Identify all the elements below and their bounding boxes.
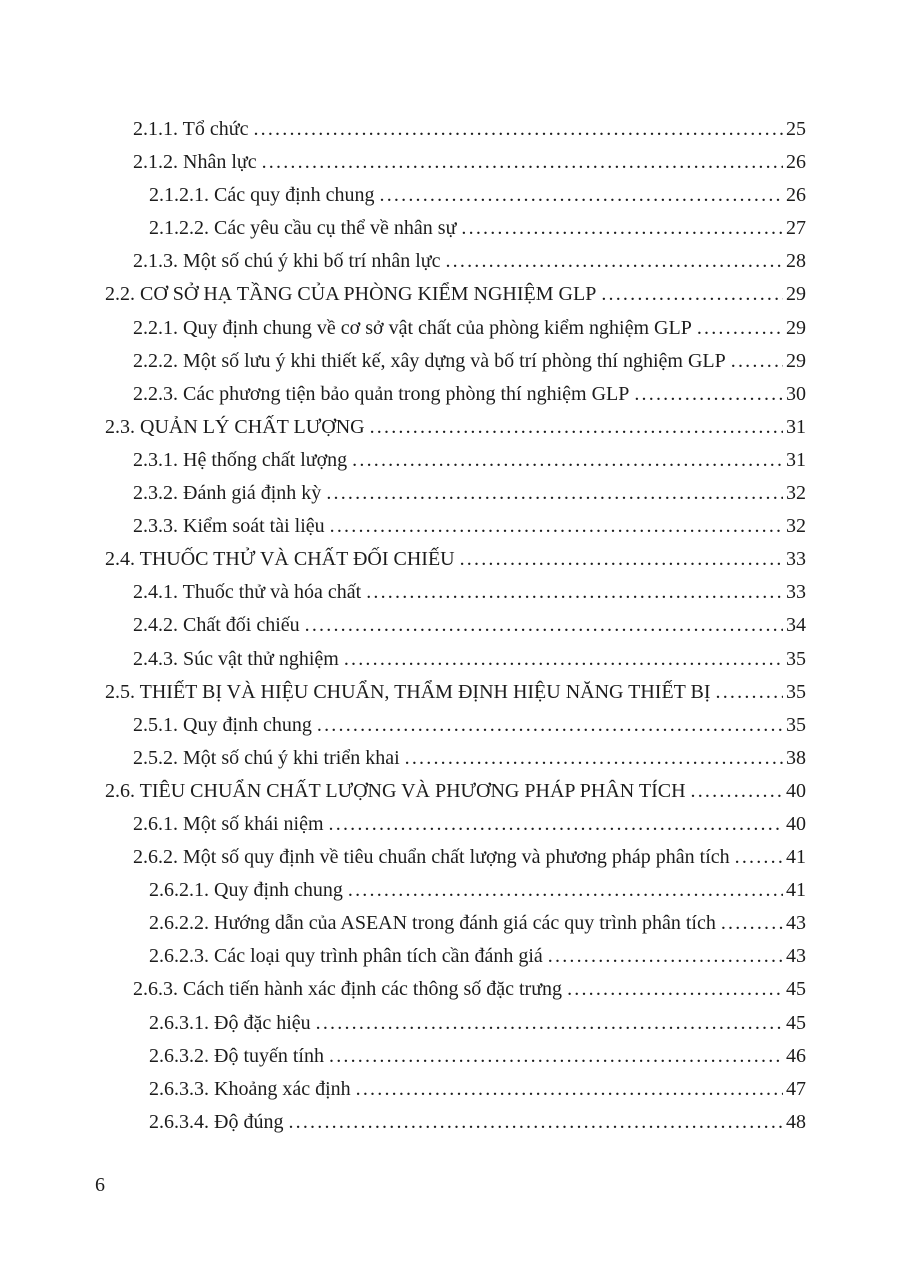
toc-entry-label: 2.2.3. Các phương tiện bảo quản trong phòng thí nghiệm GLP: [133, 382, 630, 405]
toc-entry-page: 33: [786, 581, 806, 604]
toc-entry-label: 2.6.2.2. Hướng dẫn của ASEAN trong đánh giá các quy trình phân tích: [149, 912, 716, 935]
table-of-contents: [105, 113, 806, 1139]
toc-entry-page: 41: [786, 846, 806, 869]
toc-entry-label: 2.2.2. Một số lưu ý khi thiết kế, xây dựng và bố trí phòng thí nghiệm GLP: [133, 349, 726, 372]
toc-leader-dots: [326, 477, 783, 510]
toc-leader-dots: [721, 907, 783, 940]
toc-entry: [105, 1106, 806, 1139]
toc-entry-page: 29: [786, 316, 806, 339]
toc-entry-page: 32: [786, 482, 806, 505]
toc-leader-dots: [344, 643, 783, 676]
toc-entry-page: 43: [786, 945, 806, 968]
toc-entry-page: 35: [786, 713, 806, 736]
toc-entry: [105, 676, 806, 709]
toc-leader-dots: [716, 676, 783, 709]
toc-leader-dots: [330, 510, 783, 543]
toc-entry-page: 30: [786, 382, 806, 405]
toc-entry-label: 2.6.3.4. Độ đúng: [149, 1110, 284, 1133]
toc-leader-dots: [305, 609, 783, 642]
toc-entry-page: 28: [786, 250, 806, 273]
toc-entry-label: 2.5. THIẾT BỊ VÀ HIỆU CHUẨN, THẨM ĐỊNH HIỆU NĂNG THIẾT BỊ: [105, 680, 711, 703]
toc-entry-label: 2.3. QUẢN LÝ CHẤT LƯỢNG: [105, 415, 365, 438]
toc-leader-dots: [731, 345, 783, 378]
toc-entry: [105, 609, 806, 642]
toc-entry-label: 2.1.2.2. Các yêu cầu cụ thể về nhân sự: [149, 217, 457, 240]
toc-leader-dots: [329, 1040, 783, 1073]
toc-entry-page: 45: [786, 978, 806, 1001]
toc-entry-label: 2.1.2.1. Các quy định chung: [149, 184, 375, 207]
toc-leader-dots: [380, 179, 783, 212]
toc-entry: [105, 907, 806, 940]
toc-leader-dots: [348, 874, 783, 907]
toc-entry-page: 27: [786, 217, 806, 240]
toc-entry-page: 25: [786, 118, 806, 140]
toc-leader-dots: [634, 378, 783, 411]
toc-entry: [105, 543, 806, 576]
toc-entry: [105, 378, 806, 411]
toc-leader-dots: [316, 1007, 783, 1040]
toc-leader-dots: [262, 146, 783, 179]
toc-entry: [105, 973, 806, 1006]
toc-leader-dots: [691, 775, 783, 808]
page-number: 6: [95, 1174, 105, 1196]
toc-entry-page: 34: [786, 614, 806, 637]
toc-leader-dots: [317, 709, 783, 742]
toc-entry-page: 40: [786, 812, 806, 835]
toc-entry-page: 31: [786, 415, 806, 438]
toc-leader-dots: [461, 212, 783, 245]
toc-entry: [105, 146, 806, 179]
toc-entry-page: 47: [786, 1077, 806, 1100]
toc-entry-page: 48: [786, 1110, 806, 1133]
toc-entry-page: 33: [786, 548, 806, 571]
toc-entry-label: 2.5.1. Quy định chung: [133, 713, 312, 736]
toc-entry-page: 46: [786, 1044, 806, 1067]
toc-entry-label: 2.6.2. Một số quy định về tiêu chuẩn chất lượng và phương pháp phân tích: [133, 846, 730, 869]
toc-entry: [105, 345, 806, 378]
toc-leader-dots: [405, 742, 783, 775]
toc-entry-label: 2.6.2.3. Các loại quy trình phân tích cần đánh giá: [149, 945, 543, 968]
toc-entry: [105, 940, 806, 973]
toc-entry-label: 2.1.3. Một số chú ý khi bố trí nhân lực: [133, 250, 441, 273]
toc-entry-page: 43: [786, 912, 806, 935]
toc-leader-dots: [735, 841, 783, 874]
toc-entry: [105, 411, 806, 444]
toc-entry: [105, 510, 806, 543]
toc-entry-label: 2.4.1. Thuốc thử và hóa chất: [133, 581, 362, 604]
toc-entry-label: 2.3.3. Kiểm soát tài liệu: [133, 515, 325, 538]
toc-entry-page: 41: [786, 879, 806, 902]
toc-entry: [105, 212, 806, 245]
toc-entry: [105, 742, 806, 775]
toc-leader-dots: [567, 973, 783, 1006]
toc-entry-label: 2.6. TIÊU CHUẨN CHẤT LƯỢNG VÀ PHƯƠNG PHÁP PHÂN TÍCH: [105, 779, 686, 802]
toc-leader-dots: [697, 312, 783, 345]
toc-entry: [105, 874, 806, 907]
toc-entry-page: 45: [786, 1011, 806, 1034]
toc-leader-dots: [352, 444, 783, 477]
toc-entry: [105, 1073, 806, 1106]
toc-entry-label: 2.6.3.3. Khoảng xác định: [149, 1077, 351, 1100]
toc-entry: [105, 179, 806, 212]
toc-entry-label: 2.3.2. Đánh giá định kỳ: [133, 482, 322, 505]
toc-entry: [105, 312, 806, 345]
toc-entry: [105, 1040, 806, 1073]
toc-entry-page: 38: [786, 746, 806, 769]
toc-entry-label: 2.2. CƠ SỞ HẠ TẦNG CỦA PHÒNG KIỂM NGHIỆM GLP: [105, 283, 597, 306]
toc-entry: [105, 113, 806, 146]
toc-leader-dots: [366, 576, 783, 609]
toc-entry-label: 2.4.3. Súc vật thử nghiệm: [133, 647, 339, 670]
toc-entry-label: 2.6.1. Một số khái niệm: [133, 812, 324, 835]
toc-leader-dots: [329, 808, 783, 841]
page-footer: [95, 1174, 105, 1197]
toc-entry: [105, 576, 806, 609]
toc-entry-page: 26: [786, 151, 806, 174]
toc-entry: [105, 477, 806, 510]
toc-entry-page: 32: [786, 515, 806, 538]
toc-entry: [105, 643, 806, 676]
toc-entry: [105, 245, 806, 278]
toc-leader-dots: [601, 278, 783, 311]
toc-entry: [105, 444, 806, 477]
toc-entry-label: 2.1.2. Nhân lực: [133, 151, 257, 174]
toc-entry: [105, 709, 806, 742]
toc-entry-page: 40: [786, 779, 806, 802]
toc-entry-page: 35: [786, 680, 806, 703]
toc-entry: [105, 1007, 806, 1040]
toc-entry-label: 2.6.2.1. Quy định chung: [149, 879, 343, 902]
toc-entry-page: 26: [786, 184, 806, 207]
toc-entry-label: 2.5.2. Một số chú ý khi triển khai: [133, 746, 400, 769]
toc-leader-dots: [253, 113, 783, 146]
toc-entry-page: 29: [786, 349, 806, 372]
toc-entry-label: 2.3.1. Hệ thống chất lượng: [133, 448, 348, 471]
toc-leader-dots: [445, 245, 783, 278]
toc-entry-page: 31: [786, 448, 806, 471]
toc-entry: [105, 808, 806, 841]
toc-entry: [105, 278, 806, 311]
toc-leader-dots: [356, 1073, 783, 1106]
toc-entry-label: 2.6.3. Cách tiến hành xác định các thông số đặc trưng: [133, 978, 563, 1001]
toc-leader-dots: [288, 1106, 783, 1139]
toc-entry-label: 2.1.1. Tổ chức: [133, 118, 249, 140]
toc-entry-page: 29: [786, 283, 806, 306]
toc-leader-dots: [370, 411, 783, 444]
toc-leader-dots: [548, 940, 783, 973]
toc-leader-dots: [460, 543, 783, 576]
toc-entry-page: 35: [786, 647, 806, 670]
toc-entry-label: 2.2.1. Quy định chung về cơ sở vật chất của phòng kiểm nghiệm GLP: [133, 316, 692, 339]
toc-entry-label: 2.6.3.1. Độ đặc hiệu: [149, 1011, 311, 1034]
toc-entry: [105, 841, 806, 874]
toc-entry-label: 2.6.3.2. Độ tuyến tính: [149, 1044, 324, 1067]
toc-entry: [105, 775, 806, 808]
toc-entry-label: 2.4. THUỐC THỬ VÀ CHẤT ĐỐI CHIẾU: [105, 548, 455, 571]
toc-entry-label: 2.4.2. Chất đối chiếu: [133, 614, 300, 637]
